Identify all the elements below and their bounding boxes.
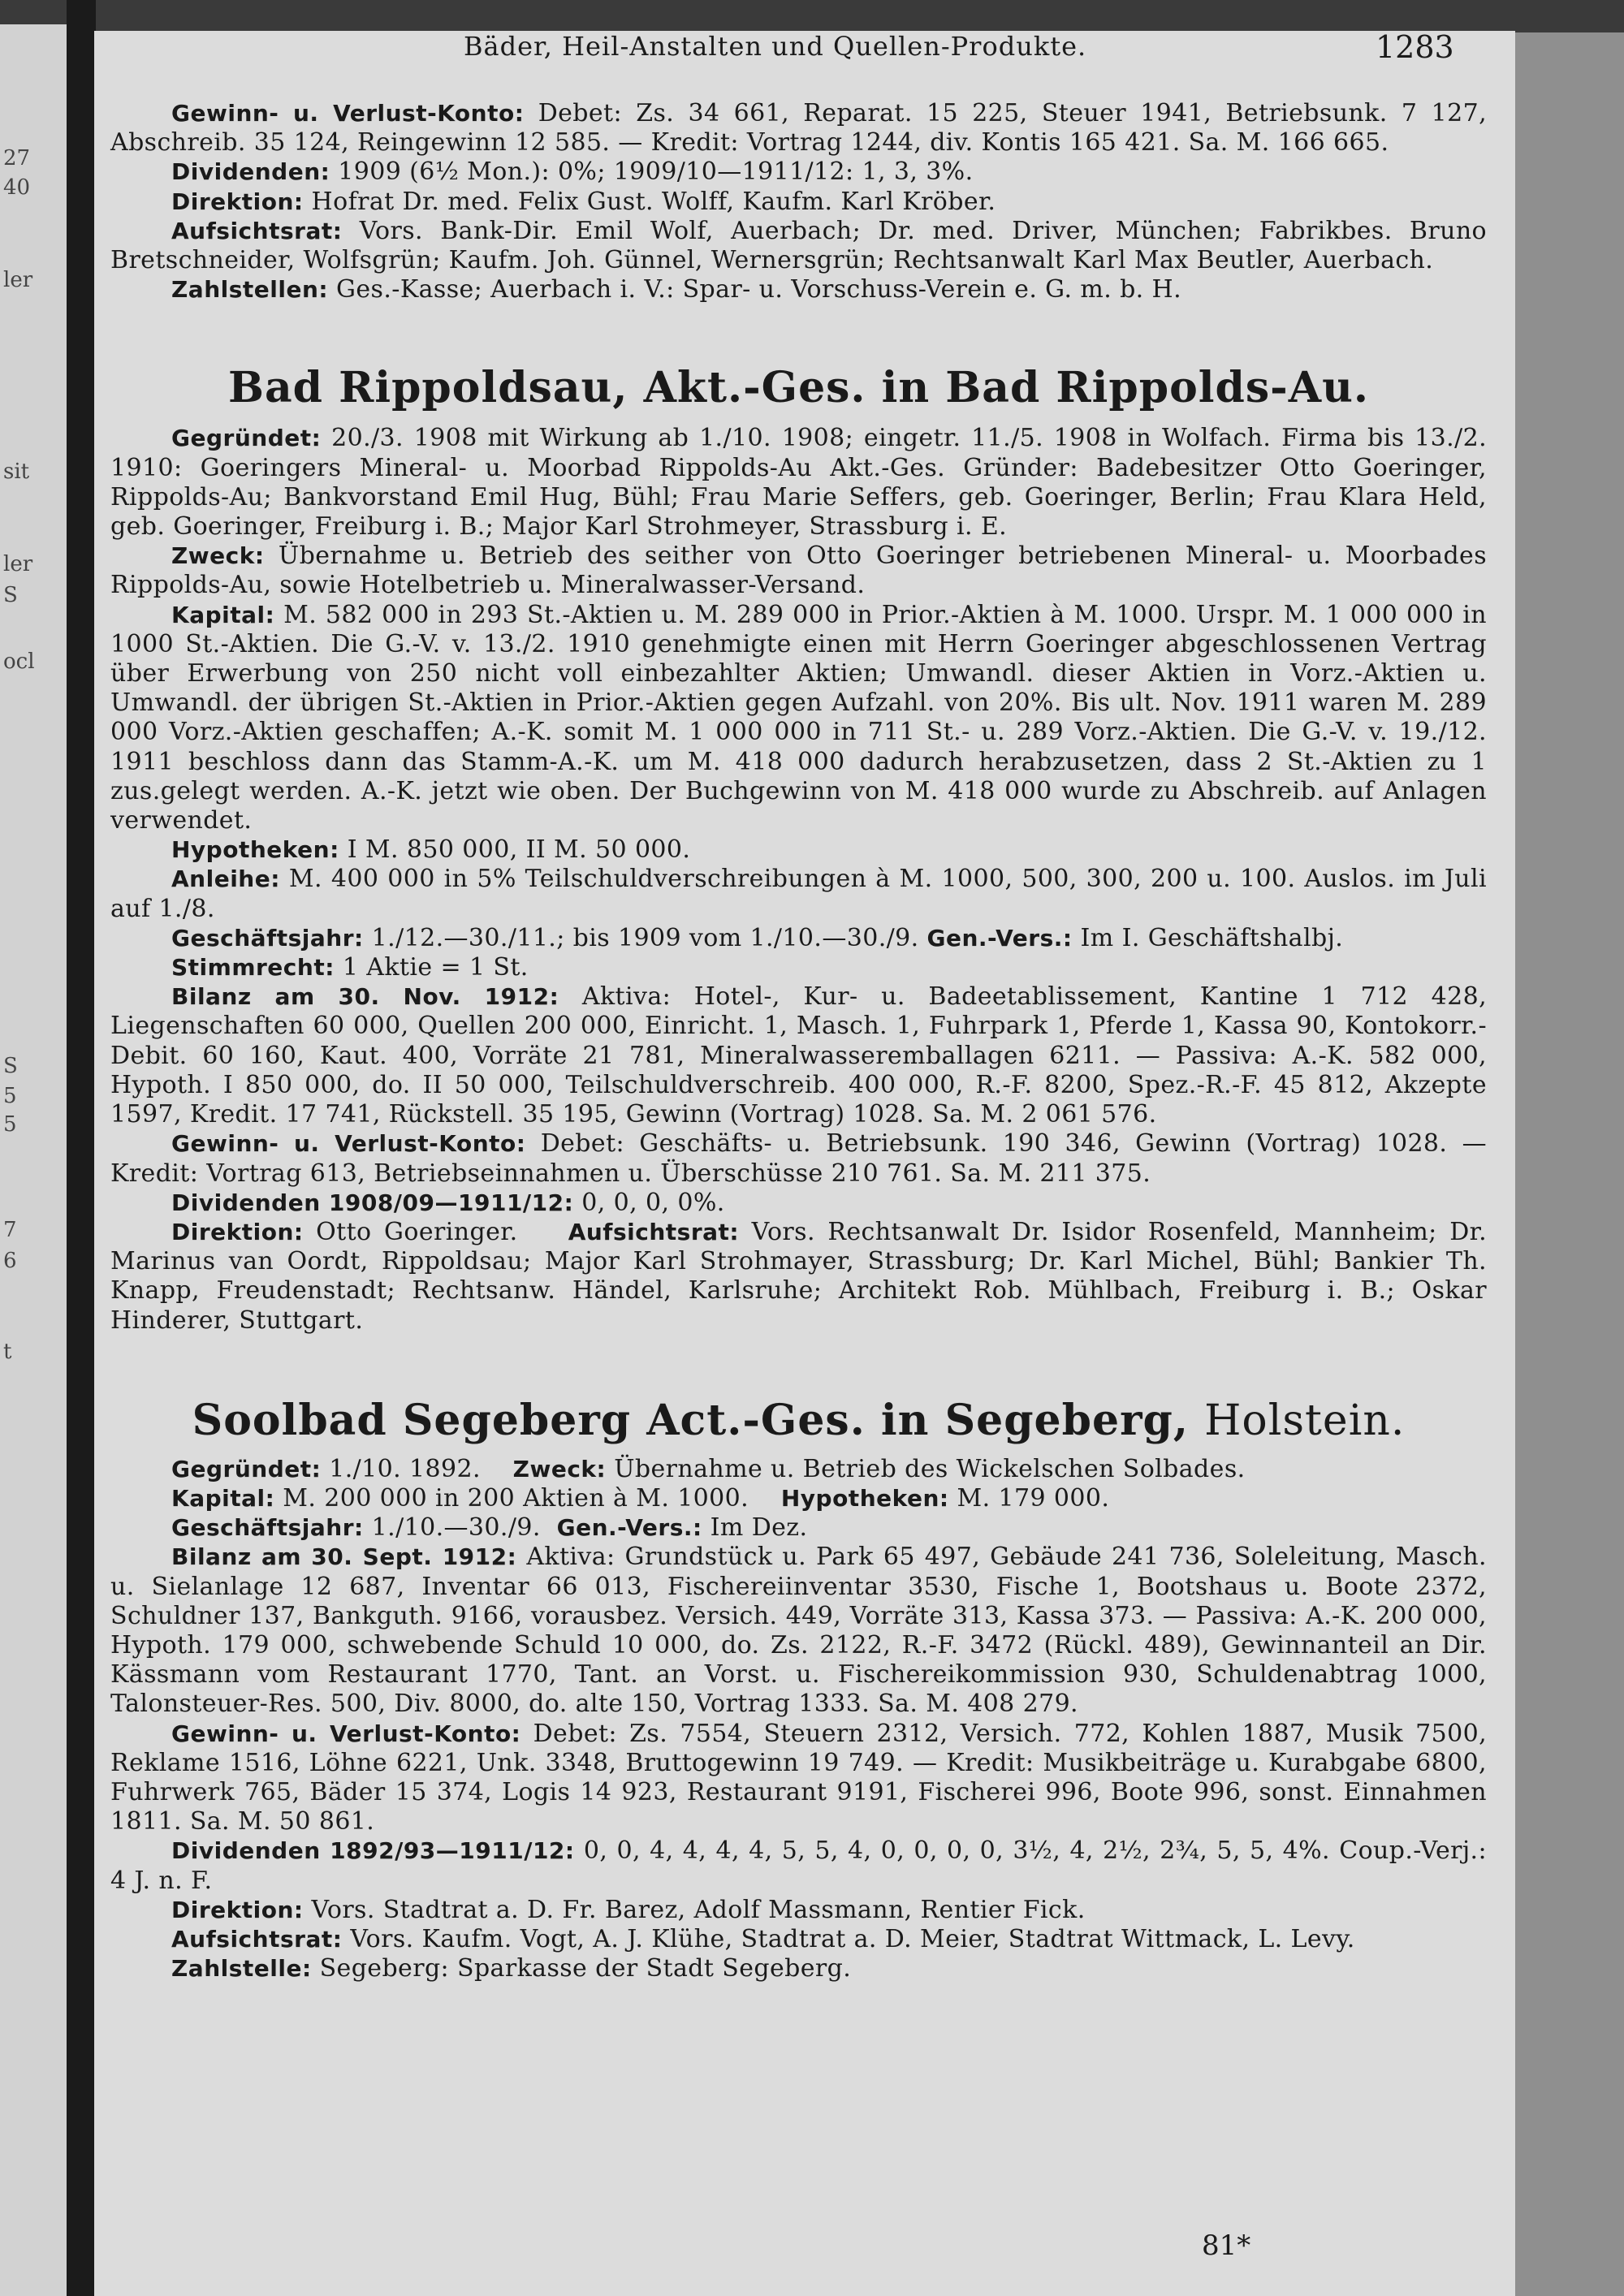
paragraph-direktion-aufsichtsrat	[110, 1218, 1487, 1336]
paragraph-aufsichtsrat	[110, 1925, 1487, 1954]
label: Aufsichtsrat:	[171, 1925, 343, 1953]
label: Geschäftsjahr:	[171, 1514, 364, 1542]
paragraph-kapital-hypotheken	[110, 1484, 1487, 1513]
label: Zweck:	[512, 1455, 607, 1482]
text: Aktiva: Grundstück u. Park 65 497, Gebäude 241 736, Soleleitung, Masch. u. Sielanlage 12 687, Inventar 66 013, Fischereiinventar 3530, Fische 1, Bootshaus u. Boote 2372, Schuldner 137, Bankguth. 9166, vorausbez. Versich. 449, Vorräte 313, Kassa 373. — Passiva: A.-K. 200 000, Hypoth. 179 000, schwebende Schuld 10 000, do. Zs. 2122, R.-F. 3472 (Rückl. 489), Gewinnanteil an Dir. Kässmann vom Restaurant 1770, Tant. an Vorst. u. Fischereikommission 930, Schuldenabtrag 1000, Talonsteuer-Res. 500, Div. 8000, do. alte 150, Vortrag 1333. Sa. M. 408 279.	[110, 1543, 1487, 1719]
text: 0, 0, 4, 4, 4, 4, 5, 5, 4, 0, 0, 0, 0, 3½, 4, 2½, 2¾, 5, 5, 4%. Coup.-Verj.: 4 J. n. F.	[110, 1836, 1487, 1895]
margin-fragment: ocl	[3, 650, 35, 674]
paragraph-anleihe	[110, 865, 1487, 923]
label: Stimmrecht:	[171, 954, 335, 982]
text: Hofrat Dr. med. Felix Gust. Wolff, Kaufm. Karl Kröber.	[311, 187, 996, 216]
company-title	[110, 1396, 1487, 1445]
text: Segeberg: Sparkasse der Stadt Segeberg.	[319, 1954, 852, 1983]
label: Zahlstelle:	[171, 1955, 312, 1983]
page-edge-shadow	[1512, 32, 1624, 2296]
paragraph-zahlstelle	[110, 1954, 1487, 1983]
text: M. 582 000 in 293 St.-Aktien u. M. 289 000 in Prior.-Aktien à M. 1000. Urspr. M. 1 000 000 in 1000 St.-Aktien. Die G.-V. v. 13./2. 1910 genehmigte einen mit Herrn Goeringer abgeschlossenen Vertrag über Erwerbung von 250 nicht voll einbezahlter Aktien; Umwandl. dieser Aktien in Vorz.-Aktien u. Umwandl. der übrigen St.-Aktien in Prior.-Aktien gegen Aufzahl. von 20%. Bis ult. Nov. 1911 waren M. 289 000 Vorz.-Aktien geschaffen; A.-K. somit M. 1 000 000 in 711 St.- u. 289 Vorz.-Aktien. Die G.-V. v. 19./12. 1911 beschloss dann das Stamm-A.-K. um M. 418 000 dadurch herabzusetzen, dass 2 St.-Aktien zu 1 zus.gelegt werden. A.-K. jetzt wie oben. Der Buchgewinn von M. 418 000 wurde zu Abschreib. auf Anlagen verwendet.	[110, 600, 1487, 835]
entry-soolbad-segeberg	[110, 1396, 1487, 1984]
margin-fragment: sit	[3, 460, 30, 484]
text: Aktiva: Hotel-, Kur- u. Badeetablissement, Kantine 1 712 428, Liegenschaften 60 000, Quellen 200 000, Einricht. 1, Masch. 1, Fuhrpark 1, Pferde 1, Kassa 90, Kontokorr.-Debit. 60 160, Kaut. 400, Vorräte 21 781, Mineralwasseremballagen 6211. — Passiva: A.-K. 582 000, Hypoth. I 850 000, do. II 50 000, Teilschuldverschreib. 400 000, R.-F. 8200, Spez.-R.-F. 45 812, Akzepte 1597, Kredit. 17 741, Rückstell. 35 195, Gewinn (Vortrag) 1028. Sa. M. 2 061 576.	[110, 982, 1488, 1129]
page-number: 1283	[1376, 29, 1454, 65]
paragraph-gewinn-verlust	[110, 1129, 1487, 1188]
paragraph-direktion	[110, 188, 1487, 217]
text: Übernahme u. Betrieb des seither von Otto Goeringer betriebenen Mineral- u. Moorbades Rippolds-Au, sowie Hotelbetrieb u. Mineralwasser-Versand.	[110, 542, 1487, 600]
label: Aufsichtsrat:	[171, 217, 343, 244]
margin-fragment: ler	[3, 268, 33, 292]
label: Dividenden:	[171, 158, 330, 186]
text: Im I. Geschäftshalbj.	[1080, 923, 1344, 952]
paragraph-bilanz	[110, 1543, 1487, 1719]
margin-fragment: S	[3, 1054, 18, 1078]
text: Vors. Rechtsanwalt Dr. Isidor Rosenfeld, Mannheim; Dr. Marinus van Oordt, Rippoldsau; Major Karl Strohmayer, Strassburg; Dr. Karl Michel, Bühl; Bankier Th. Knapp, Freudenstadt; Rechtsanw. Händel, Karlsruhe; Architekt Rob. Mühlbach, Freiburg i. B.; Oskar Hinderer, Stuttgart.	[110, 1217, 1488, 1335]
text: 1909 (6½ Mon.): 0%; 1909/10—1911/12: 1, 3, 3%.	[338, 158, 974, 187]
text: Im Dez.	[710, 1513, 808, 1543]
paragraph-zweck	[110, 542, 1487, 600]
text: M. 400 000 in 5% Teilschuldverschreibungen à M. 1000, 500, 300, 200 u. 100. Auslos. im Juli auf 1./8.	[110, 865, 1488, 923]
paragraph-stimmrecht	[110, 953, 1487, 982]
text: 0, 0, 0, 0%.	[581, 1188, 725, 1217]
text: Vors. Bank-Dir. Emil Wolf, Auerbach; Dr. med. Driver, München; Fabrikbes. Bruno Bretschneider, Wolfsgrün; Kaufm. Joh. Günnel, Wernersgrün; Rechtsanwalt Karl Max Beutler, Auerbach.	[110, 216, 1487, 275]
text: Vors. Kaufm. Vogt, A. J. Klühe, Stadtrat a. D. Meier, Stadtrat Wittmack, L. Levy.	[350, 1924, 1355, 1953]
label: Direktion:	[171, 188, 304, 215]
paragraph-aufsichtsrat	[110, 217, 1487, 275]
text: Ges.-Kasse; Auerbach i. V.: Spar- u. Vorschuss-Verein e. G. m. b. H.	[336, 275, 1182, 304]
label: Gegründet:	[171, 1455, 322, 1482]
label: Kapital:	[171, 601, 275, 628]
label: Anleihe:	[171, 865, 280, 893]
label: Geschäftsjahr:	[171, 924, 364, 952]
margin-fragment: 40	[3, 175, 31, 200]
text: Debet: Geschäfts- u. Betriebsunk. 190 346, Gewinn (Vortrag) 1028. — Kredit: Vortrag 613, Betriebseinnahmen u. Überschüsse 210 761. Sa. M. 211 375.	[110, 1129, 1488, 1188]
margin-fragment: 5	[3, 1112, 17, 1137]
text: 1./10. 1892.	[329, 1454, 481, 1483]
page-header	[94, 31, 1515, 65]
previous-page-edge	[0, 24, 67, 2296]
text: 1 Aktie = 1 St.	[342, 953, 529, 982]
paragraph-geschaeftsjahr	[110, 1513, 1487, 1543]
page-content	[110, 99, 1487, 1983]
label: Aufsichtsrat:	[568, 1218, 740, 1245]
margin-fragment: t	[3, 1340, 12, 1364]
text: M. 200 000 in 200 Aktien à M. 1000.	[283, 1483, 749, 1513]
paragraph-dividenden	[110, 1189, 1487, 1218]
text: 1./10.—30./9.	[371, 1513, 541, 1543]
paragraph-gegruendet	[110, 424, 1487, 542]
book-page	[94, 31, 1515, 2296]
paragraph-kapital	[110, 601, 1487, 836]
company-title-main: Soolbad Segeberg Act.-Ges. in Segeberg,	[192, 1395, 1189, 1445]
text: Debet: Zs. 7554, Steuern 2312, Versich. 772, Kohlen 1887, Musik 7500, Reklame 1516, Löhne 6221, Unk. 3348, Bruttogewinn 19 749. — Kredit: Musikbeiträge u. Kurabgabe 6800, Fuhrwerk 765, Bäder 15 374, Logis 14 923, Restaurant 9191, Fischerei 996, Boote 996, sonst. Einnahmen 1811. Sa. M. 50 861.	[110, 1719, 1488, 1836]
company-title: Bad Rippoldsau, Akt.-Ges. in Bad Rippolds-Au.	[228, 363, 1369, 413]
text: Vors. Stadtrat a. D. Fr. Barez, Adolf Massmann, Rentier Fick.	[311, 1895, 1086, 1924]
paragraph-gegruendet-zweck	[110, 1455, 1487, 1484]
margin-fragment: 5	[3, 1084, 17, 1108]
label: Bilanz am 30. Sept. 1912:	[171, 1543, 517, 1571]
margin-fragment: S	[3, 583, 18, 607]
label: Gen.-Vers.:	[556, 1514, 702, 1542]
paragraph-dividenden	[110, 158, 1487, 187]
paragraph-gewinn-verlust	[110, 1720, 1487, 1837]
paragraph-gewinn-verlust	[110, 99, 1487, 158]
signature-mark: 81*	[1202, 2229, 1251, 2262]
label: Gegründet:	[171, 425, 322, 452]
label: Zahlstellen:	[171, 276, 329, 304]
label: Direktion:	[171, 1218, 304, 1245]
margin-fragment: ler	[3, 552, 33, 576]
label: Direktion:	[171, 1896, 304, 1923]
label: Hypotheken:	[780, 1484, 949, 1512]
text: Übernahme u. Betrieb des Wickelschen Solbades.	[614, 1454, 1246, 1483]
label: Zweck:	[171, 542, 265, 570]
company-title-region: Holstein.	[1204, 1396, 1406, 1445]
text: 1./12.—30./11.; bis 1909 vom 1./10.—30./9.	[371, 923, 919, 952]
text: M. 179 000.	[957, 1483, 1110, 1513]
text: Debet: Zs. 34 661, Reparat. 15 225, Steuer 1941, Betriebsunk. 7 127, Abschreib. 35 124, Reingewinn 12 585. — Kredit: Vortrag 1244, div. Kontis 165 421. Sa. M. 166 665.	[110, 99, 1488, 158]
paragraph-dividenden	[110, 1836, 1487, 1895]
text: 20./3. 1908 mit Wirkung ab 1./10. 1908; eingetr. 11./5. 1908 in Wolfach. Firma bis 13./2. 1910: Goeringers Mineral- u. Moorbad Rippolds-Au Akt.-Ges. Gründer: Badebesitzer Otto Goeringer, Rippolds-Au; Bankvorstand Emil Hug, Bühl; Frau Marie Seffers, geb. Goeringer, Berlin; Frau Klara Held, geb. Goeringer, Freiburg i. B.; Major Karl Strohmeyer, Strassburg i. E.	[110, 424, 1488, 542]
entry-bad-rippoldsau	[110, 363, 1487, 1335]
margin-fragment: 7	[3, 1218, 17, 1242]
paragraph-direktion	[110, 1896, 1487, 1925]
entry-previous-company	[110, 99, 1487, 304]
margin-fragment: 27	[3, 146, 31, 170]
label: Kapital:	[171, 1484, 275, 1512]
label: Gewinn- u. Verlust-Konto:	[171, 1720, 521, 1747]
running-title: Bäder, Heil-Anstalten und Quellen-Produkte.	[464, 31, 1087, 62]
label: Gewinn- u. Verlust-Konto:	[171, 100, 525, 127]
label: Dividenden 1908/09—1911/12:	[171, 1189, 574, 1216]
label: Hypotheken:	[171, 836, 339, 864]
label: Gen.-Vers.:	[926, 924, 1073, 952]
paragraph-hypotheken	[110, 835, 1487, 865]
paragraph-geschaeftsjahr	[110, 924, 1487, 953]
text: Otto Goeringer.	[316, 1217, 518, 1246]
label: Gewinn- u. Verlust-Konto:	[171, 1130, 526, 1158]
margin-fragment: 6	[3, 1249, 17, 1273]
paragraph-zahlstellen	[110, 275, 1487, 304]
book-gutter	[67, 0, 96, 2296]
label: Bilanz am 30. Nov. 1912:	[171, 983, 559, 1011]
paragraph-bilanz	[110, 982, 1487, 1129]
text: I M. 850 000, II M. 50 000.	[347, 835, 691, 865]
label: Dividenden 1892/93—1911/12:	[171, 1837, 575, 1865]
